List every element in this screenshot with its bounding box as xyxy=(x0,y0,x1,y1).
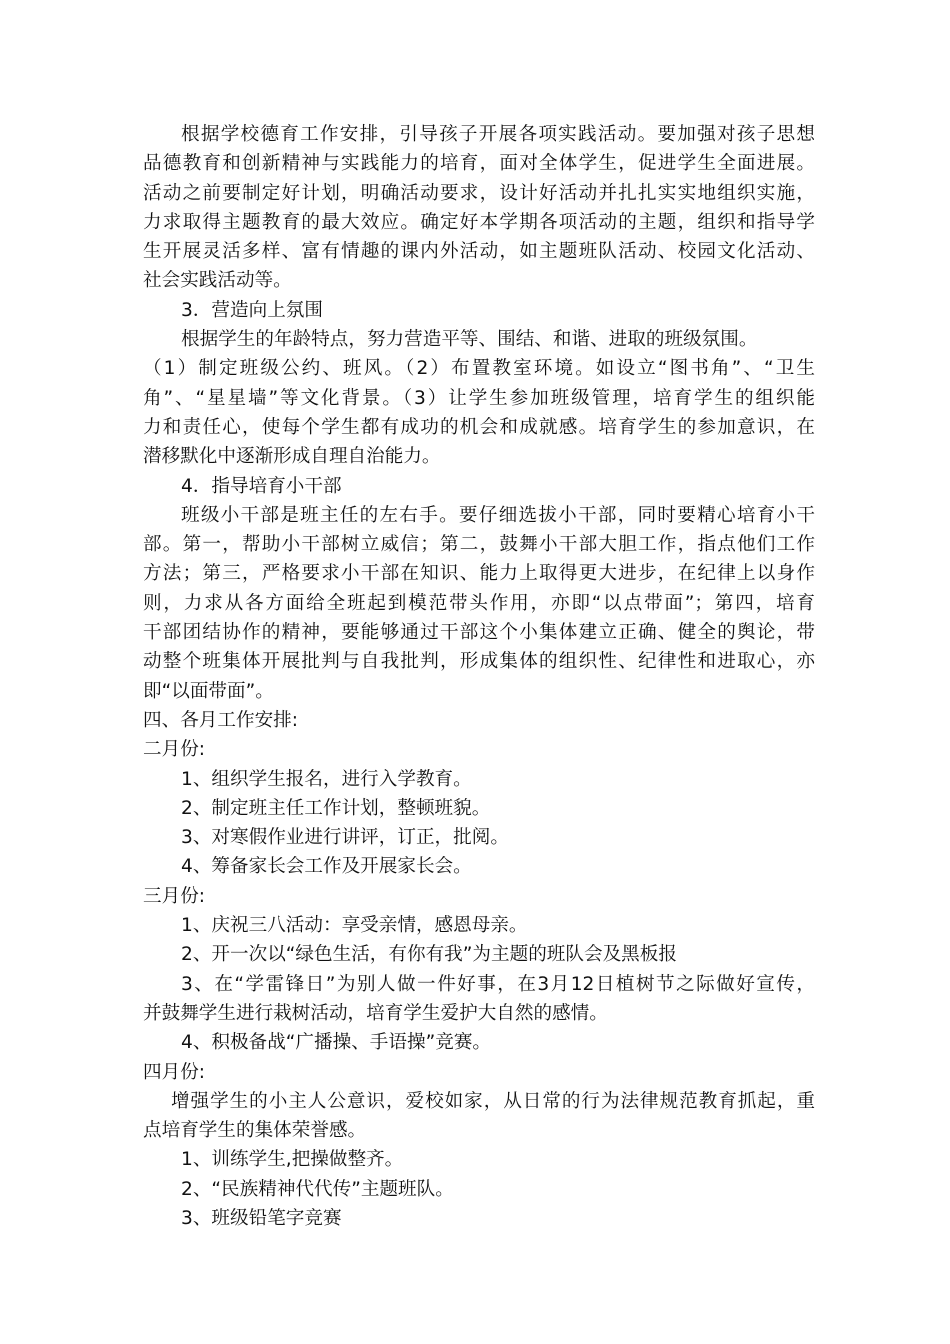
text-line: 方法；第三，严格要求小干部在知识、能力上取得更大进步，在纪律上以身作 xyxy=(143,563,815,585)
april-list xyxy=(143,1145,815,1233)
text-line: 部。第一，帮助小干部树立威信；第二，鼓舞小干部大胆工作，指点他们工作 xyxy=(143,534,815,556)
text-line: 生开展灵活多样、富有情趣的课内外活动，如主题班队活动、校园文化活动、 xyxy=(143,241,815,263)
text-line: 活动之前要制定好计划，明确活动要求，设计好活动并扎扎实实地组织实施， xyxy=(143,182,815,204)
section-heading-monthly: 四、各月工作安排: xyxy=(143,709,299,731)
text-line: 班级小干部是班主任的左右手。要仔细选拔小干部，同时要精心培育小干 xyxy=(181,504,815,526)
text-line: 根据学生的年龄特点，努力营造平等、围结、和谐、进取的班级氛围。 xyxy=(181,329,758,351)
list-item: 3、在“学雷锋日”为别人做一件好事，在3月12日植树节之际做好宣传， xyxy=(181,973,815,995)
month-title-february: 二月份: xyxy=(143,739,206,761)
month-title-april: 四月份: xyxy=(143,1061,206,1083)
text-line: 品德教育和创新精神与实践能力的培育，面对全体学生，促进学生全面进展。 xyxy=(143,153,815,175)
list-item: 4、筹备家长会工作及开展家长会。 xyxy=(181,856,472,878)
list-item: 2、开一次以“绿色生活，有你有我”为主题的班队会及黑板报 xyxy=(181,944,677,966)
list-item: 2、制定班主任工作计划，整顿班貌。 xyxy=(181,797,491,819)
list-item: 2、“民族精神代代传”主题班队。 xyxy=(181,1178,454,1200)
list-item: 1、训练学生,把操做整齐。 xyxy=(181,1149,404,1171)
text-line: 潜移默化中逐渐形成自理自治能力。 xyxy=(143,446,441,468)
text-line: 干部团结协作的精神，要能够通过干部这个小集体建立正确、健全的舆论，带 xyxy=(143,622,815,644)
paragraph-atmosphere xyxy=(143,325,815,471)
paragraph-cadres xyxy=(143,501,815,706)
text-line: 动整个班集体开展批判与自我批判，形成集体的组织性、纪律性和进取心，亦 xyxy=(143,651,815,673)
text-line: 点培育学生的集体荣誉感。 xyxy=(143,1120,367,1142)
list-item: 1、庆祝三八活动：享受亲情，感恩母亲。 xyxy=(181,915,528,937)
section-heading-cadres: 4．指导培育小干部 xyxy=(181,475,342,497)
text-line: 增强学生的小主人公意识，爱校如家，从日常的行为法律规范教育抓起，重 xyxy=(171,1090,815,1112)
text-line: 力和责任心，使每个学生都有成功的机会和成就感。培育学生的参加意识，在 xyxy=(143,416,815,438)
text-line: 根据学校德育工作安排，引导孩子开展各项实践活动。要加强对孩子思想 xyxy=(181,124,815,145)
document-body xyxy=(143,120,815,1233)
paragraph-activities xyxy=(143,120,815,296)
text-line: 即“以面带面”。 xyxy=(143,680,274,702)
march-list xyxy=(143,911,815,1057)
month-title-march: 三月份: xyxy=(143,885,206,907)
text-line: （1）制定班级公约、班风。（2）布置教室环境。如设立“图书角”、“卫生 xyxy=(143,358,815,380)
list-item: 4、积极备战“广播操、手语操”竞赛。 xyxy=(181,1032,492,1054)
list-item: 3、班级铅笔字竞赛 xyxy=(181,1207,342,1229)
text-line: 则，力求从各方面给全班起到模范带头作用，亦即“以点带面”；第四，培育 xyxy=(143,592,815,614)
text-line: 社会实践活动等。 xyxy=(143,270,292,292)
february-list xyxy=(143,765,815,882)
april-intro xyxy=(143,1087,815,1146)
section-heading-atmosphere: 3．营造向上氛围 xyxy=(181,299,323,321)
list-item-continuation: 并鼓舞学生进行栽树活动，培育学生爱护大自然的感情。 xyxy=(143,1002,608,1024)
list-item: 3、对寒假作业进行讲评，订正，批阅。 xyxy=(181,827,509,849)
list-item: 1、组织学生报名，进行入学教育。 xyxy=(181,768,472,790)
text-line: 力求取得主题教育的最大效应。确定好本学期各项活动的主题，组织和指导学 xyxy=(143,211,815,233)
text-line: 角”、“星星墙”等文化背景。（3）让学生参加班级管理，培育学生的组织能 xyxy=(143,387,815,409)
